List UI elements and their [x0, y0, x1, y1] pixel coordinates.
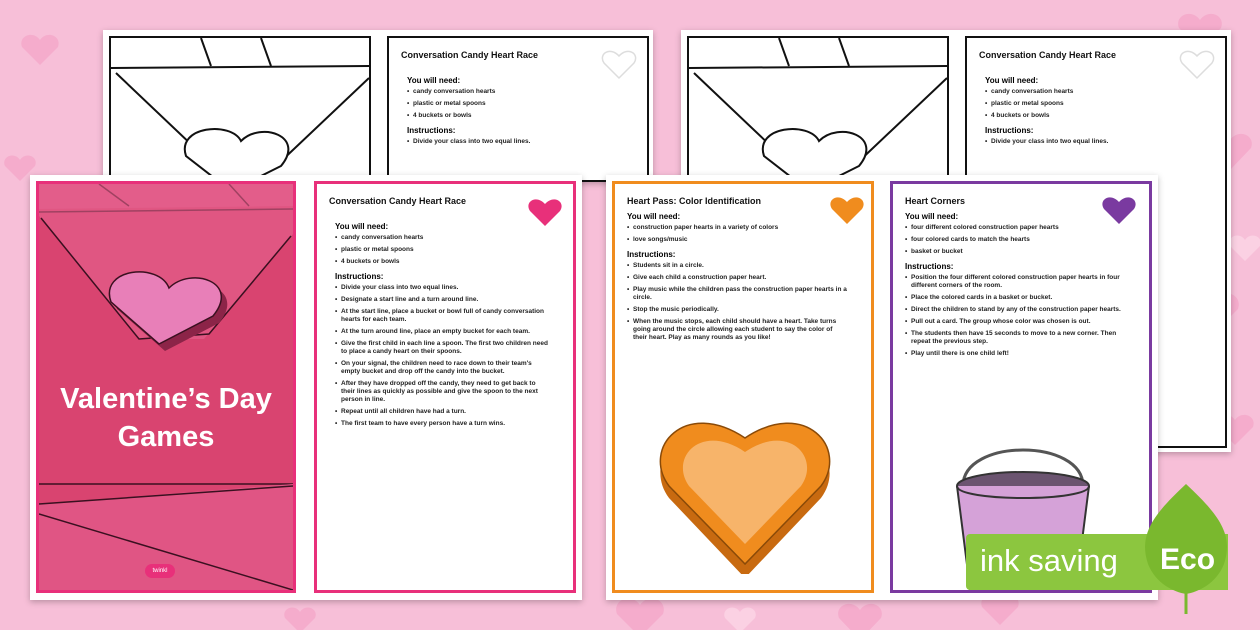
- heart-pass-card-panel: [612, 181, 874, 593]
- steps-list: [407, 138, 607, 146]
- back-sheet-left: [103, 30, 653, 182]
- needs-list: [335, 234, 551, 266]
- list-item: • On your signal, the children need to race down to their team's empty bucket and drop off the candy into the bucket.: [335, 360, 551, 376]
- envelope-outline-art: [689, 38, 949, 182]
- back-cover-panel: [109, 36, 371, 182]
- cover-title-line1: Valentine’s Day: [60, 383, 272, 415]
- list-item: • 4 buckets or bowls: [407, 112, 607, 120]
- ink-saving-text: ink saving: [980, 543, 1118, 578]
- card-title: Heart Corners: [905, 196, 966, 206]
- list-item: • Play until there is one child left!: [905, 350, 1131, 358]
- list-item: • four colored cards to match the hearts: [905, 236, 1131, 244]
- list-item: • Position the four different colored construction paper hearts in four different corners of the room.: [905, 274, 1131, 290]
- list-item: • Designate a start line and a turn around line.: [335, 296, 551, 304]
- list-item: • Place the colored cards in a basket or bucket.: [905, 294, 1131, 302]
- list-item: • Give each child a construction paper heart.: [627, 274, 847, 282]
- list-item: • construction paper hearts in a variety of colors: [627, 224, 847, 232]
- card-title: Conversation Candy Heart Race: [401, 50, 539, 60]
- back-cover-panel: [687, 36, 949, 182]
- card-body: [985, 76, 1185, 152]
- orange-heart-art: [655, 404, 835, 574]
- list-item: • 4 buckets or bowls: [335, 258, 551, 266]
- list-item: • After they have dropped off the candy, they need to get back to their lines as quickly as possible and give the spoon to the next person in line.: [335, 380, 551, 404]
- list-item: • Divide your class into two equal lines.: [407, 138, 607, 146]
- list-item: • The first team to have every person have a turn wins.: [335, 420, 551, 428]
- instructions-heading: Instructions:: [407, 126, 456, 135]
- list-item: • At the turn around line, place an empty bucket for each team.: [335, 328, 551, 336]
- instructions-heading: Instructions:: [335, 272, 384, 281]
- cover-panel: [36, 181, 296, 593]
- you-will-need-heading: You will need:: [985, 76, 1039, 85]
- list-item: • plastic or metal spoons: [335, 246, 551, 254]
- you-will-need-heading: You will need:: [407, 76, 461, 85]
- list-item: • The students then have 15 seconds to move to a new corner. Then repeat the previous step.: [905, 330, 1131, 346]
- list-item: • Pull out a card. The group whose color was chosen is out.: [905, 318, 1131, 326]
- list-item: • When the music stops, each child should have a heart. Take turns going around the circle allowing each student to say the color of their heart. Play as many rounds as you like!: [627, 318, 847, 342]
- instructions-heading: Instructions:: [905, 262, 954, 271]
- list-item: • plastic or metal spoons: [985, 100, 1185, 108]
- needs-list: [627, 224, 847, 244]
- card-body: [905, 212, 1131, 364]
- card-body: [627, 212, 847, 348]
- list-item: • Direct the children to stand by any of the construction paper hearts.: [905, 306, 1131, 314]
- list-item: • Play music while the children pass the construction paper hearts in a circle.: [627, 286, 847, 302]
- list-item: • Give the first child in each line a spoon. The first two children need to place a candy heart on their spoons.: [335, 340, 551, 356]
- heart-corners-card-panel: [890, 181, 1152, 593]
- front-sheet-left: [30, 175, 582, 600]
- cover-title-line2: Games: [117, 421, 215, 453]
- eco-badge-text: Eco: [1160, 543, 1216, 576]
- you-will-need-heading: You will need:: [905, 212, 959, 221]
- list-item: • love songs/music: [627, 236, 847, 244]
- list-item: • basket or bucket: [905, 248, 1131, 256]
- back-card-panel: [387, 36, 649, 182]
- logo-text: twinkl: [152, 568, 168, 574]
- steps-list: [985, 138, 1185, 146]
- cover-title: [39, 380, 293, 456]
- twinkl-logo: [145, 564, 175, 578]
- list-item: • candy conversation hearts: [407, 88, 607, 96]
- list-item: • four different colored construction paper hearts: [905, 224, 1131, 232]
- list-item: • At the start line, place a bucket or bowl full of candy conversation hearts for each team.: [335, 308, 551, 324]
- list-item: • Divide your class into two equal lines.: [335, 284, 551, 292]
- needs-list: [905, 224, 1131, 256]
- instructions-heading: Instructions:: [627, 250, 676, 259]
- list-item: • candy conversation hearts: [985, 88, 1185, 96]
- you-will-need-heading: You will need:: [335, 222, 389, 231]
- you-will-need-heading: You will need:: [627, 212, 681, 221]
- race-card-panel: [314, 181, 576, 593]
- steps-list: [905, 274, 1131, 358]
- list-item: • Students sit in a circle.: [627, 262, 847, 270]
- list-item: • 4 buckets or bowls: [985, 112, 1185, 120]
- list-item: • candy conversation hearts: [335, 234, 551, 242]
- envelope-outline-art: [111, 38, 371, 182]
- steps-list: [335, 284, 551, 428]
- card-title: Conversation Candy Heart Race: [979, 50, 1117, 60]
- card-title: Conversation Candy Heart Race: [329, 196, 467, 206]
- steps-list: [627, 262, 847, 342]
- instructions-heading: Instructions:: [985, 126, 1034, 135]
- list-item: • Divide your class into two equal lines.: [985, 138, 1185, 146]
- list-item: • Repeat until all children have had a turn.: [335, 408, 551, 416]
- card-body: [335, 222, 551, 434]
- card-title: Heart Pass: Color Identification: [627, 196, 762, 206]
- needs-list: [985, 88, 1185, 120]
- list-item: • Stop the music periodically.: [627, 306, 847, 314]
- needs-list: [407, 88, 607, 120]
- card-body: [407, 76, 607, 152]
- list-item: • plastic or metal spoons: [407, 100, 607, 108]
